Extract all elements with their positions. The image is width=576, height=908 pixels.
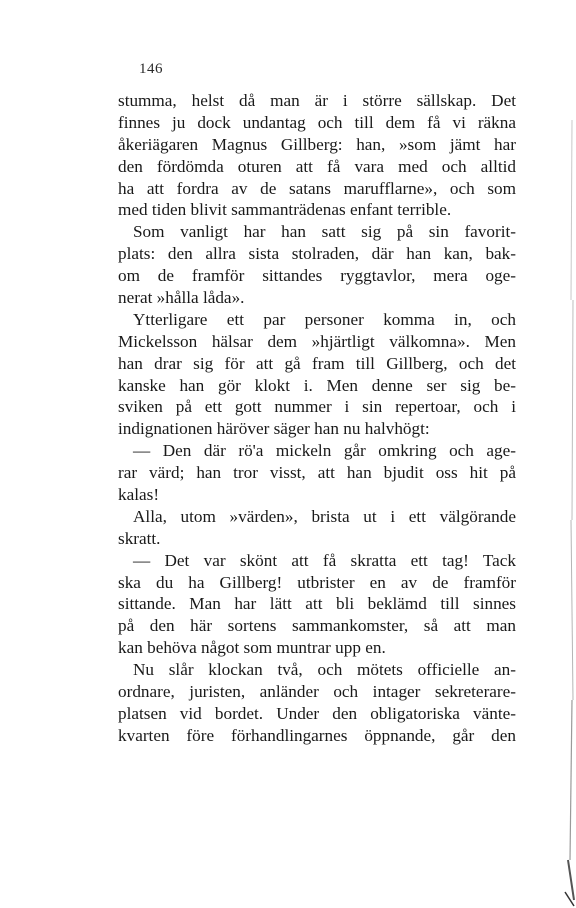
text-line: Som vanligt har han satt sig på sin favorit- — [133, 222, 516, 242]
text-line: Ytterligare ett par personer komma in, och — [133, 309, 516, 329]
text-line: den fördömda oturen att få vara med och alltid — [118, 156, 516, 176]
text-line: finnes ju dock undantag och till dem få vi räkna — [118, 112, 516, 132]
page-edge-shadow — [562, 0, 576, 908]
text-line: Alla, utom »värden», brista ut i ett välgörande — [133, 506, 516, 526]
text-line: rar värd; han tror visst, att han bjudit oss hit på — [118, 463, 516, 483]
text-line: sviken på ett gott nummer i sin repertoar, och i — [118, 397, 516, 417]
text-line: ordnare, juristen, anländer och intager sekreterare- — [118, 682, 516, 702]
text-line: nerat »hålla låda». — [118, 288, 245, 308]
text-line: — Den där rö'a mickeln går omkring och age- — [133, 441, 516, 461]
text-line: Mickelsson hälsar dem »hjärtligt välkomna». Men — [118, 331, 516, 351]
text-line: sittande. Man har lätt att bli beklämd till sinnes — [118, 594, 516, 614]
text-line: skratt. — [118, 528, 161, 548]
text-line: ha att fordra av de satans marufflarne», och som — [118, 178, 516, 198]
text-line: om de framför sittandes ryggtavlor, mera oge- — [118, 266, 516, 286]
text-line: stumma, helst då man är i större sällskap. Det — [118, 91, 516, 110]
text-line: — Det var skönt att få skratta ett tag! Tack — [133, 550, 516, 570]
text-line: kan behöva något som muntrar upp en. — [118, 638, 386, 658]
text-line: med tiden blivit sammanträdenas enfant terrible. — [118, 200, 452, 220]
text-line: platsen vid bordet. Under den obligatoriska vänte- — [118, 703, 516, 723]
text-line: på den här sortens sammankomster, så att man — [118, 616, 516, 636]
body-text — [118, 90, 516, 747]
page-number: 146 — [139, 61, 163, 77]
text-line: han drar sig för att gå fram till Gillberg, och det — [118, 353, 516, 373]
text-line: Nu slår klockan två, och mötets officielle an- — [133, 660, 516, 680]
text-line: ska du ha Gillberg! utbrister en av de framför — [118, 572, 516, 592]
text-line: plats: den allra sista stolraden, där han kan, bak- — [118, 244, 516, 264]
text-line: kanske han gör klokt i. Men denne ser sig be- — [118, 375, 516, 395]
text-line: indignationen häröver säger han nu halvhögt: — [118, 419, 430, 439]
text-line: kalas! — [118, 485, 160, 505]
text-line: kvarten före förhandlingarnes öppnande, går den — [118, 725, 516, 745]
text-line: åkeriägaren Magnus Gillberg: han, »som jämt har — [118, 134, 516, 154]
